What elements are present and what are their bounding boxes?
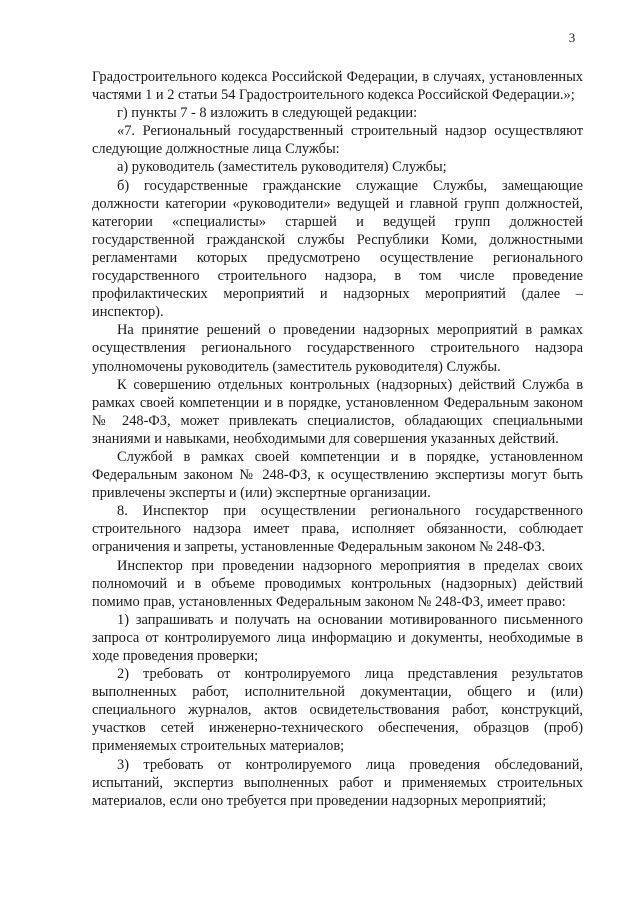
paragraph: а) руководитель (заместитель руководителя) Службы;	[117, 159, 447, 176]
paragraph: Службой в рамках своей компетенции и в порядке, установленном Федеральным законом № 248-ФЗ, к осуществлению экспертизы могут быть привлечены эксперты и (или) экспертные организации.	[92, 448, 583, 502]
paragraph: 2) требовать от контролируемого лица представления результатов выполненных работ, исполнительной документации, общего и (или) специального журналов, актов освидетельствования работ, конструкций, участков сетей инженерно-технического обеспечения, образцов (проб) применяемых строительных материалов;	[92, 666, 583, 755]
paragraph: б) государственные гражданские служащие Службы, замещающие должности категории «руководители» ведущей и главной групп должностей, категории «специалисты» старшей и ведущей групп должностей государственной гражданской службы Республики Коми, должностными регламентами которых предусмотрено осуществление регионального государственного строительного надзора, в том числе проведение профилактических мероприятий и надзорных мероприятий (далее – инспектор).	[92, 177, 583, 321]
paragraph: «7. Региональный государственный строительный надзор осуществляют следующие должностные лица Службы:	[92, 123, 583, 158]
paragraph: Инспектор при проведении надзорного мероприятия в пределах своих полномочий и в объеме проводимых контрольных (надзорных) действий помимо прав, установленных Федеральным законом № 248-ФЗ, имеет право:	[92, 557, 583, 610]
paragraph: 1) запрашивать и получать на основании мотивированного письменного запроса от контролируемого лица информацию и документы, необходимые в ходе проведения проверки;	[92, 611, 583, 664]
paragraph: г) пункты 7 - 8 изложить в следующей редакции:	[117, 105, 418, 122]
paragraph: 3) требовать от контролируемого лица проведения обследований, испытаний, экспертиз выполненных работ и применяемых строительных материалов, если оно требуется при проведении надзорных мероприятий;	[92, 756, 583, 809]
paragraph: К совершению отдельных контрольных (надзорных) действий Служба в рамках своей компетенции и в порядке, установленном Федеральным законом № 248-ФЗ, может привлекать специалистов, обладающих специальными знаниями и навыками, необходимыми для совершения указанных действий.	[92, 376, 583, 447]
page-number: 3	[568, 30, 576, 45]
paragraph: 8. Инспектор при осуществлении регионального государственного строительного надзора имеет права, исполняет обязанности, соблюдает ограничения и запреты, установленные Федеральным законом № 248-ФЗ.	[92, 503, 583, 556]
document-body	[92, 68, 583, 810]
paragraph: На принятие решений о проведении надзорных мероприятий в рамках осуществления регионального государственного строительного надзора уполномочены руководитель (заместитель руководителя) Службы.	[92, 322, 583, 375]
paragraph: Градостроительного кодекса Российской Федерации, в случаях, установленных частями 1 и 2 статьи 54 Градостроительного кодекса Российской Федерации.»;	[92, 69, 583, 104]
